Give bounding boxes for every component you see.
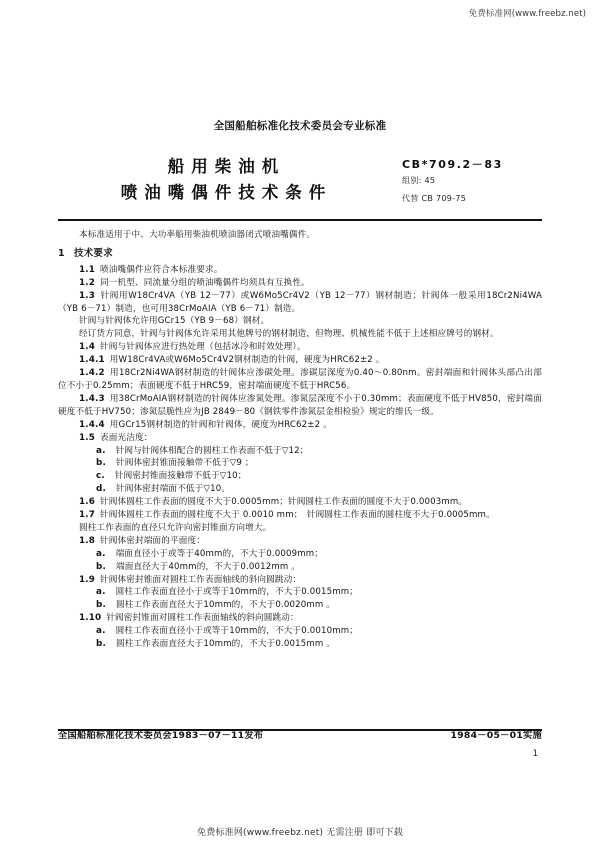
document-body: [58, 229, 542, 651]
standard-number: CB*709.2－83: [402, 158, 503, 171]
item-text: 端面直径小于或等于40mm的，不大于0.0009mm；: [115, 548, 324, 559]
item-text: 针阀密封锥面接触带不低于▽10；: [114, 471, 247, 482]
clause-number: 1.2: [79, 277, 96, 288]
clause-text: 针阀体密封端面的平面度：: [100, 535, 205, 546]
item-text: 针阀与针阀体相配合的圆柱工作表面不低于▽12；: [115, 445, 309, 456]
clause-number: 1.10: [79, 613, 102, 624]
clause-number: 1.9: [79, 574, 96, 585]
footer-issuer: 全国船舶标准化技术委员会1983－07－11发布: [58, 730, 264, 741]
item-text: 圆柱工作表面直径大于10mm的，不大于0.0020mm 。: [115, 600, 336, 611]
item-text: 圆柱工作表面直径大于10mm的，不大于0.0015mm 。: [115, 639, 336, 650]
clause-number: 1.7: [79, 510, 96, 521]
clause-number: 1.3: [79, 290, 96, 301]
clause-text: 喷油嘴偶件应符合本标准要求。: [100, 264, 223, 275]
clause-number: 1.4.1: [79, 355, 105, 366]
clause-text: 表面光洁度：: [100, 432, 153, 443]
section-title: 技术要求: [73, 247, 114, 259]
clause-number: 1.1: [79, 264, 96, 275]
clause-text: 用18Cr2Ni4WA钢材制造的针阀体应渗碳处理。渗碳层深度为0.40～0.80nm。密封端面和针阀体头部凸出部位不小于0.25mm；表面硬度不低于HRC59，密封端面硬度不低于HRC56。: [58, 368, 542, 391]
clause-1-6: [58, 496, 542, 509]
clause-1-5-item-b: [58, 457, 542, 470]
clause-1-10-item-b: [58, 638, 542, 651]
clause-1-2: [58, 277, 542, 290]
clause-text: 针阀体圆柱工作表面的圆柱度不大于 0.0010 mm； 针阀圆柱工作表面的圆柱度不大于0.0005mm。: [100, 510, 495, 521]
section-number: 1: [58, 247, 65, 259]
item-text: 圆柱工作表面直径小于或等于10mm的，不大于0.0010mm；: [115, 626, 359, 637]
item-text: 针阀体密封端面不低于▽10。: [115, 484, 231, 495]
header-divider: [58, 219, 542, 221]
clause-1-7: [58, 509, 542, 522]
clause-1-5-item-c: [58, 470, 542, 483]
clause-1-3: [58, 290, 542, 316]
page-footer: [58, 727, 542, 741]
clause-number: 1.6: [79, 497, 96, 508]
clause-text: 针阀用W18Cr4VA（YB 12－77）或W6Mo5Cr4V2（YB 12－77）钢材制造；针阀体一般采用18Cr2Ni4WA（YB 6－71）制造，也可用38CrMoAIA（YB 6－71）制造。: [58, 290, 542, 314]
clause-1-9: [58, 574, 542, 587]
clause-number: 1.4.2: [79, 368, 105, 379]
standard-meta: [402, 156, 542, 204]
clause-text: 同一机型、同流量分组的喷油嘴偶件均须具有互换性。: [100, 277, 310, 288]
clause-1-4-1: [58, 354, 542, 367]
clause-1-4-4: [58, 419, 542, 432]
item-label: d.: [96, 484, 106, 495]
clause-1-4-3: [58, 393, 542, 419]
clause-1-8-item-a: [58, 548, 542, 561]
clause-number: 1.5: [79, 432, 96, 443]
clause-1-3-para-3: 经订货方同意，针阀与针阀体允许采用其他牌号的钢材制造，但物理、机械性能不低于上述相应牌号的钢材。: [79, 329, 499, 340]
clause-number: 1.4.4: [79, 419, 105, 430]
clause-1-8: [58, 535, 542, 548]
item-label: b.: [96, 458, 106, 469]
title-block: [58, 154, 542, 208]
clause-1-9-item-a: [58, 586, 542, 599]
item-label: a.: [96, 548, 106, 559]
standard-group: 组别: 45: [402, 176, 436, 185]
watermark-bottom: 免费标准网(www.freebz.net) 无需注册 即可下载: [197, 828, 403, 838]
item-label: a.: [96, 587, 106, 598]
item-label: a.: [96, 626, 106, 637]
item-label: b.: [96, 561, 106, 572]
watermark-top: 免费标准网(www.freebz.net): [468, 9, 586, 19]
clause-1-9-item-b: [58, 599, 542, 612]
title-line-2: 喷油嘴偶件技术条件: [120, 183, 333, 202]
clause-1-8-item-b: [58, 561, 542, 574]
title-line-1: 船用柴油机: [167, 157, 286, 176]
item-label: c.: [96, 471, 105, 482]
clause-text: 用GCr15钢材制造的针阀和针阀体，硬度为HRC62±2 。: [109, 419, 332, 430]
clause-1-10: [58, 612, 542, 625]
clause-1-5-item-d: [58, 483, 542, 496]
clause-1-5-item-a: [58, 445, 542, 458]
clause-1-1: [58, 264, 542, 277]
clause-1-7-para-2: 圆柱工作表面的直径只允许向密封锥面方向增大。: [79, 522, 272, 533]
clause-text: 针阀与针阀体应进行热处理（包括冰冷和时效处理）。: [100, 342, 306, 353]
item-text: 端面直径大于40mm的，不大于0.0012mm 。: [115, 561, 301, 572]
clause-text: 针阀体圆柱工作表面的圆度不大于0.0005mm；针阀圆柱工作表面的圆度不大于0.0003mm。: [100, 497, 468, 508]
document-page: [58, 0, 542, 848]
page-number: 1: [532, 748, 538, 758]
clause-text: 用W18Cr4VA或W6Mo5Cr4V2钢材制造的针阀，硬度为HRC62±2 。: [109, 355, 385, 366]
clause-1-3-para-2: 针阀与针阀体允许用GCr15（YB 9－68）钢材。: [79, 316, 270, 327]
item-text: 针阀体密封锥面接触带不低于▽9 ；: [115, 458, 254, 469]
footer-effective-date: 1984－05－01实施: [450, 730, 542, 741]
standard-replaces: 代替 CB 709-75: [402, 194, 467, 203]
document-title: [58, 154, 388, 206]
section-heading-1: [58, 248, 542, 261]
clause-1-4-2: [58, 367, 542, 393]
clause-1-5: [58, 432, 542, 445]
clause-number: 1.4.3: [79, 393, 105, 404]
item-label: a.: [96, 445, 106, 456]
masthead-committee: 全国船舶标准化技术委员会专业标准: [213, 120, 387, 132]
item-text: 圆柱工作表面直径小于或等于10mm的，不大于0.0015mm；: [115, 587, 359, 598]
item-label: b.: [96, 600, 106, 611]
clause-text: 针阀密封锥面对圆柱工作表面轴线的斜向圆跳动：: [106, 613, 299, 624]
clause-number: 1.8: [79, 535, 96, 546]
clause-1-10-item-a: [58, 625, 542, 638]
clause-text: 用38CrMoAIA钢材制造的针阀体应渗氮处理。渗氮层深度不小于0.30mm；表面硬度不低于HV850，密封端面硬度不低于HV750；渗氮层脆性应为JB 2849－80《钢铁零件渗氮层金相检验》规定的维氏一级。: [58, 393, 542, 417]
clause-text: 针阀体密封锥面对圆柱工作表面轴线的斜向圆跳动：: [100, 574, 302, 585]
clause-number: 1.4: [79, 342, 96, 353]
clause-1-4: [58, 341, 542, 354]
item-label: b.: [96, 639, 106, 650]
scope-paragraph: 本标准适用于中、大功率船用柴油机喷油器闭式喷油嘴偶件。: [79, 230, 316, 240]
